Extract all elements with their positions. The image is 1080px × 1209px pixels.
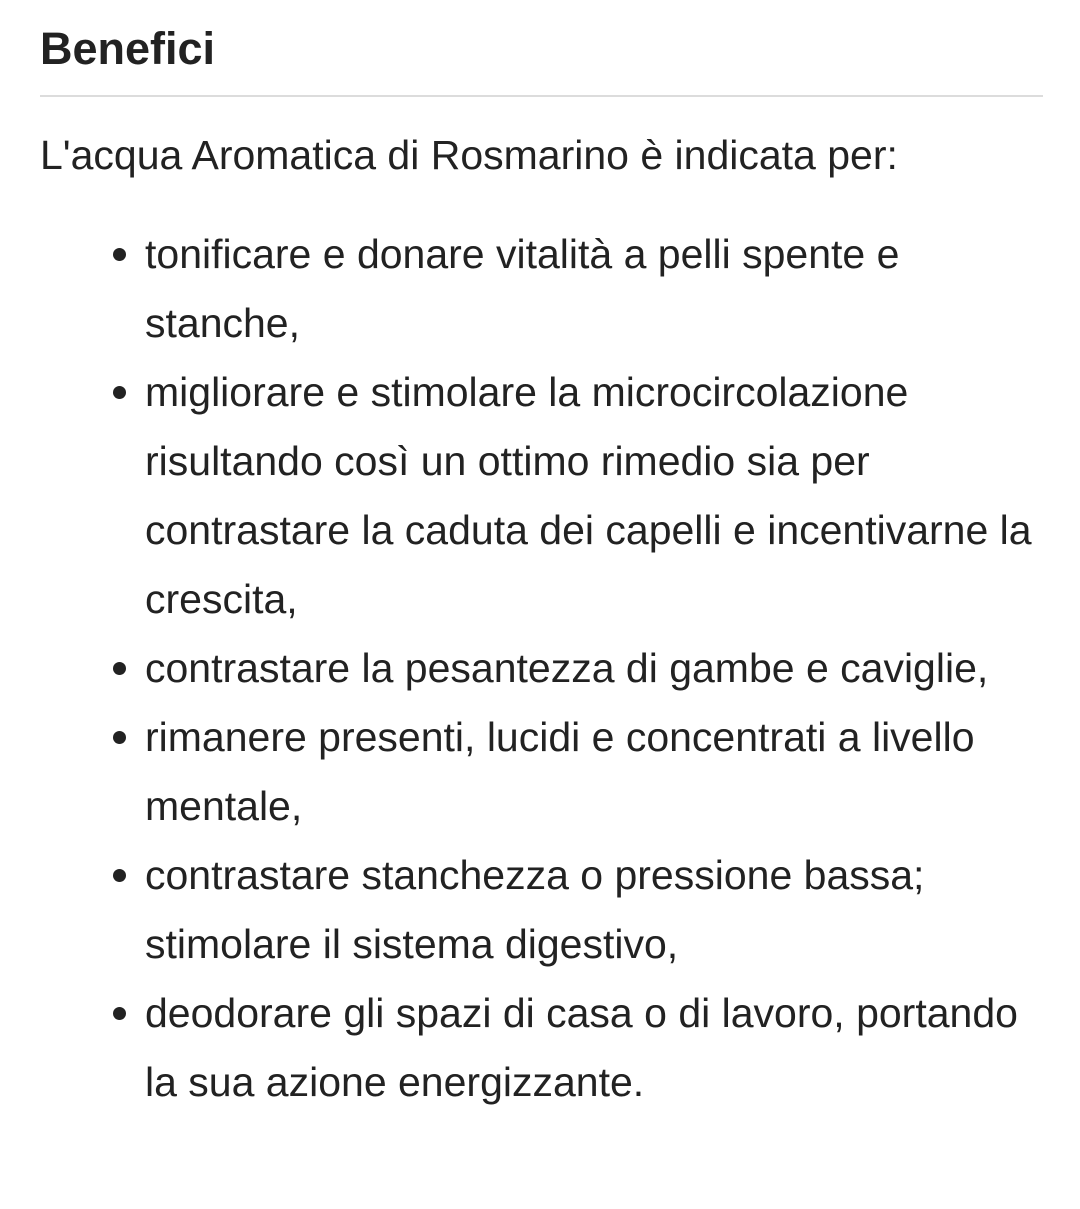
benefit-list bbox=[40, 220, 1042, 1117]
bullet-icon bbox=[113, 386, 126, 399]
bullet-icon bbox=[113, 869, 126, 882]
list-item bbox=[40, 703, 1042, 841]
benefit-text: migliorare e stimolare la microcircolazione risultando così un ottimo rimedio sia per contrastare la caduta dei capelli e incentivarne la crescita, bbox=[145, 369, 1032, 622]
benefit-text: contrastare stanchezza o pressione bassa; stimolare il sistema digestivo, bbox=[145, 852, 925, 967]
benefit-text: tonificare e donare vitalità a pelli spente e stanche, bbox=[145, 231, 900, 346]
list-item bbox=[40, 979, 1042, 1117]
list-item bbox=[40, 634, 1042, 703]
bullet-icon bbox=[113, 662, 126, 675]
section-title: Benefici bbox=[40, 22, 1043, 97]
bullet-icon bbox=[113, 1007, 126, 1020]
benefit-text: contrastare la pesantezza di gambe e caviglie, bbox=[145, 645, 989, 691]
list-item bbox=[40, 220, 1042, 358]
list-item bbox=[40, 358, 1042, 634]
benefit-text: deodorare gli spazi di casa o di lavoro, portando la sua azione energizzante. bbox=[145, 990, 1018, 1105]
intro-paragraph: L'acqua Aromatica di Rosmarino è indicata per: bbox=[40, 132, 898, 178]
bullet-icon bbox=[113, 248, 126, 261]
benefit-text: rimanere presenti, lucidi e concentrati a livello mentale, bbox=[145, 714, 975, 829]
bullet-icon bbox=[113, 731, 126, 744]
list-item bbox=[40, 841, 1042, 979]
